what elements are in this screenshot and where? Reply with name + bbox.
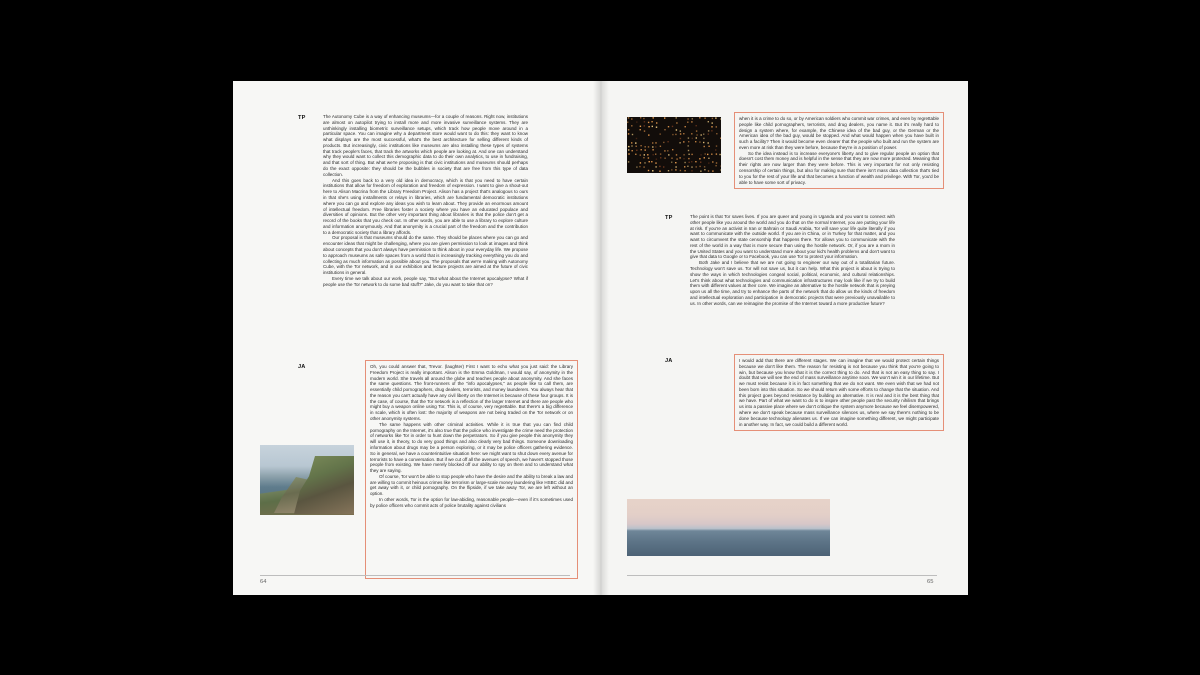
light-dot <box>628 117 629 118</box>
light-dot <box>696 137 697 138</box>
light-dot <box>712 161 713 162</box>
light-dot <box>660 157 661 158</box>
light-dot <box>653 154 654 155</box>
left-page <box>233 81 600 595</box>
paragraph: Every time we talk about our work, people say, "But what about the Internet apocalypse? What if people use the Tor network to do some bad stuff?" Jake, do you want to take that on? <box>323 275 528 287</box>
light-dot <box>651 121 652 122</box>
light-dot <box>636 166 637 167</box>
light-dot <box>628 153 629 154</box>
light-dot <box>711 130 712 131</box>
right-page <box>600 81 968 595</box>
light-dot <box>704 118 705 119</box>
light-dot <box>668 154 669 155</box>
light-dot <box>692 138 693 139</box>
light-dot <box>675 166 676 167</box>
tp-text-column <box>323 114 528 287</box>
light-dot <box>680 170 681 171</box>
speaker-label-tp: TP <box>665 215 673 221</box>
light-dot <box>712 118 713 119</box>
light-dot <box>652 142 653 143</box>
light-dot <box>708 162 709 163</box>
light-dot <box>692 118 693 119</box>
light-dot <box>631 142 632 143</box>
light-dot <box>639 166 640 167</box>
light-dot <box>659 166 660 167</box>
light-dot <box>632 134 633 135</box>
light-dot <box>708 142 709 143</box>
light-dot <box>676 158 677 159</box>
light-dot <box>648 126 649 127</box>
light-dot <box>720 118 721 119</box>
paragraph: The Autonomy Cube is a way of enhancing museums—for a couple of reasons. Right now, institutions are almost on autopilot trying to install more and more invasive surveillance systems. They are unthinkingly installing biometric surveillance setups, which track how people move around in a particular space. You can imagine why a department store would want to do this: they want to know what displays are the most successful, what's the best architecture for selling different kinds of products. But increasingly, civic institutions like museums are also installing these types of systems that track people's faces, that track the artworks which people are looking at. And one can understand why they would want to collect this demographic data to do their own analytics, to use in fundraising, and that sort of thing. But what we're proposing is that civic institutions and museums should perhaps do the exact opposite: they should be the bubbles in society that are free from this type of data collection. <box>323 114 528 177</box>
light-dot <box>667 150 668 151</box>
light-dot <box>688 145 689 146</box>
light-dot <box>660 146 661 147</box>
light-dot <box>664 150 665 151</box>
paragraph: Both Jake and I believe that we are not going to engineer our way out of a totalitarian future. Technology won't save us. Tor will not save us, but it can help. What this project is about is trying to show the ways in which technologies congeal social, political, economic, and cultural relationships. Let's think about what technologies and communication infrastructures may look like if we try to build them with different values at their core. We imagine an alternative to the hostile network that is preying upon us all the time, and try to enhance the parts of the network that do allow us the kinds of freedom and intellectual exploration and participation in democratic projects that were previously unavailable to us. In other words, can we reimagine the promise of the Internet toward a more productive future? <box>690 260 895 306</box>
light-dot <box>708 158 709 159</box>
light-dot <box>667 141 668 142</box>
book-spread <box>233 81 968 595</box>
light-dot <box>655 162 656 163</box>
light-dot <box>645 146 646 147</box>
light-dot <box>672 134 673 135</box>
light-dot <box>716 162 717 163</box>
light-dot <box>675 169 676 170</box>
light-dot <box>688 158 689 159</box>
light-dot <box>683 133 684 134</box>
light-dot <box>631 125 632 126</box>
light-dot <box>628 149 629 150</box>
light-dot <box>671 158 672 159</box>
light-dot <box>641 149 642 150</box>
light-dot <box>704 166 705 167</box>
light-dot <box>652 126 653 127</box>
light-dot <box>671 162 672 163</box>
light-dot <box>696 130 697 131</box>
light-dot <box>691 170 692 171</box>
sea-horizon-photo <box>627 499 830 556</box>
light-dot <box>676 129 677 130</box>
light-dot <box>628 133 629 134</box>
light-dot <box>648 170 649 171</box>
light-dot <box>628 161 629 162</box>
light-dot <box>643 118 644 119</box>
light-dot <box>643 166 644 167</box>
light-dot <box>655 154 656 155</box>
light-dot <box>699 141 700 142</box>
light-dot <box>627 122 628 123</box>
light-dot <box>672 149 673 150</box>
paragraph: I would add that there are different stages. We can imagine that we would protect certain things because we don't like them. The reason for resisting is not because you think that you're going to win, but because you know that it is the correct thing to do. And that is not an easy thing to say. I doubt that we will see the end of mass surveillance anytime soon. We won't win it in our lifetime. But we must resist because it is in fact something that we do not want. We even wish that we had not been born into this situation. So we should return with some efforts to change that the situation. And this project goes beyond resistance by building an alternative. It is real and it is the best thing that we have. Part of what we want to do is to inspire other people past the security nihilism that brings us into a passive place where we don't critique the system anymore because we feel disempowered, where we don't speak because mass surveillance silences us, where we say there's nothing to be done because technology alienates us. If we can imagine something different, we might participate in another way. In fact, we could build a different world. <box>739 358 939 427</box>
footer-rule <box>260 575 570 576</box>
light-dot <box>655 166 656 167</box>
light-dot <box>716 153 717 154</box>
speaker-label-tp: TP <box>298 115 306 121</box>
continued-boxed-text <box>734 112 944 189</box>
light-dot <box>644 154 645 155</box>
light-dot <box>676 154 677 155</box>
light-dot <box>691 166 692 167</box>
light-dot <box>695 141 696 142</box>
light-dot <box>644 162 645 163</box>
light-dot <box>664 129 665 130</box>
light-dot <box>703 138 704 139</box>
light-dot <box>659 171 660 172</box>
light-dot <box>707 154 708 155</box>
light-dot <box>636 150 637 151</box>
light-dot <box>689 162 690 163</box>
light-dot <box>671 169 672 170</box>
light-dot <box>703 134 704 135</box>
light-dot <box>719 154 720 155</box>
light-dot <box>656 122 657 123</box>
light-dot <box>655 146 656 147</box>
ja-boxed-text <box>365 360 578 579</box>
light-dot <box>676 117 677 118</box>
paragraph: Oh, you could answer that, Trevor. (laughter) First I want to echo what you just said: the Library Freedom Project is really important. Alison is the Emma Goldman, I would say, of anonymity in the modern world. She travels all around the globe and teaches people about anonymity. And she faces the same questions. The front-runners of the "info apocalypses," as people like to call them, are essentially child pornographers, drug dealers, terrorists, and money launderers. You always hear that the reason you can't actually have any civil liberty on the Internet is because of these four groups. It is the case, of course, that the Tor network is a reflection of the larger Internet and there are people who might buy a weapon online using Tor. This is, of course, very regrettable. But there's a big difference in scale, which is often lost: the majority of weapons are not being traded on the Tor network or on other anonymity systems. <box>370 364 573 422</box>
ja-boxed-text <box>734 354 944 431</box>
light-dot <box>645 149 646 150</box>
light-dot <box>716 133 717 134</box>
light-dot <box>652 146 653 147</box>
light-dot <box>628 146 629 147</box>
paragraph: In other words, Tor is the option for law-abiding, reasonable people—even if it's sometimes used by police officers who commit acts of police brutality against civilians <box>370 496 573 508</box>
light-dot <box>643 157 644 158</box>
light-dot <box>699 158 700 159</box>
light-dot <box>656 159 657 160</box>
page-number: 65 <box>927 579 934 585</box>
light-dot <box>653 117 654 118</box>
light-dot <box>675 162 676 163</box>
light-dot <box>715 117 716 118</box>
light-dot <box>688 150 689 151</box>
footer-rule <box>627 575 937 576</box>
light-dot <box>721 165 722 166</box>
light-dot <box>664 117 665 118</box>
paragraph: Our proposal is that museums should do the same. They should be places where you can go and encounter ideas that might be challenging, where you are given permission to look at images and think about concepts that you don't always have permission to think about in your everyday life. We propose to approach museums as safe spaces from a world that is increasingly tracking everything you do and collecting as much information as possible about you. The proposals that we're making with Autonomy Cube, with the Tor network, and in our exhibition and lecture projects are aimed at the future of civic institutions in general. <box>323 235 528 276</box>
light-dot <box>640 126 641 127</box>
light-dot <box>688 154 689 155</box>
light-dot <box>647 154 648 155</box>
light-dot <box>660 133 661 134</box>
paragraph: when it is a crime to do so, or by American soldiers who commit war crimes, and even by regrettable people like child pornographers, terrorists, and drug dealers, you name it. But it's really hard to design a system where, for example, the Chinese idea of the bad guy, or the German or the American idea of the bad guy, would be stopped. And what would happen when you have built in such a facility? Then it would become even clearer that the people who built and run the system are even more at risk than they were before, because they're in a position of power. <box>739 116 939 150</box>
light-dot <box>687 122 688 123</box>
light-dot <box>640 162 641 163</box>
light-dot <box>635 154 636 155</box>
light-dot <box>705 153 706 154</box>
light-dot <box>691 133 692 134</box>
light-dot <box>663 142 664 143</box>
light-dot <box>688 141 689 142</box>
paragraph: So the idea instead is to increase everyone's liberty and to give regular people an option that doesn't cost them money and is helpful in the sense that they are now more protected. Meaning that their rights are now larger than they were before. This is very important for not only resisting censorship of certain things, but also for making sure that there isn't mass data collection that's tied to you for the rest of your life and that becomes a function of wealth and privilege. With Tor, you'd be able to have some sort of privacy. <box>739 150 939 185</box>
paragraph: Of course, Tor won't be able to stop people who have the desire and the ability to break a law and are willing to commit heinous crimes like terrorism or large-scale money laundering like HSBC did and get away with it, or child pornography. On the flipside, if we take away Tor, we are left without an option. <box>370 473 573 497</box>
light-dot <box>668 126 669 127</box>
light-dot <box>712 170 713 171</box>
light-dot <box>704 146 705 147</box>
light-dot <box>631 118 632 119</box>
light-dot <box>651 161 652 162</box>
city-lights-graphic <box>627 117 721 173</box>
light-dot <box>696 166 697 167</box>
light-dot <box>685 126 686 127</box>
light-dot <box>699 117 700 118</box>
light-dot <box>640 129 641 130</box>
light-dot <box>696 134 697 135</box>
light-dot <box>664 158 665 159</box>
light-dot <box>711 154 712 155</box>
light-dot <box>648 157 649 158</box>
page-number: 64 <box>260 579 267 585</box>
light-dot <box>631 145 632 146</box>
light-dot <box>700 162 701 163</box>
light-dot <box>680 138 681 139</box>
light-dot <box>644 130 645 131</box>
light-dot <box>683 141 684 142</box>
light-dot <box>679 142 680 143</box>
light-dot <box>668 170 669 171</box>
tp-text-column <box>690 214 895 307</box>
light-dot <box>672 126 673 127</box>
light-dot <box>711 126 712 127</box>
light-dot <box>720 169 721 170</box>
light-dot <box>687 118 688 119</box>
light-dot <box>683 154 684 155</box>
light-dot <box>704 157 705 158</box>
light-dot <box>648 146 649 147</box>
night-city-photo <box>627 117 721 173</box>
light-dot <box>676 122 677 123</box>
speaker-label-ja: JA <box>665 358 673 364</box>
light-dot <box>640 145 641 146</box>
light-dot <box>695 161 696 162</box>
light-dot <box>701 134 702 135</box>
light-dot <box>699 166 700 167</box>
light-dot <box>632 150 633 151</box>
light-dot <box>708 121 709 122</box>
speaker-label-ja: JA <box>298 364 306 370</box>
light-dot <box>640 154 641 155</box>
light-dot <box>652 149 653 150</box>
light-dot <box>648 134 649 135</box>
light-dot <box>700 154 701 155</box>
light-dot <box>636 146 637 147</box>
light-dot <box>679 157 680 158</box>
light-dot <box>660 153 661 154</box>
light-dot <box>708 146 709 147</box>
light-dot <box>684 162 685 163</box>
light-dot <box>648 122 649 123</box>
light-dot <box>687 166 688 167</box>
light-dot <box>691 154 692 155</box>
light-dot <box>684 166 685 167</box>
light-dot <box>663 166 664 167</box>
light-dot <box>703 142 704 143</box>
light-dot <box>680 130 681 131</box>
light-dot <box>684 170 685 171</box>
light-dot <box>655 142 656 143</box>
paragraph: The same happens with other criminal activities. While it is true that you can find child pornography on the Internet, it's also true that the police who investigate the crime need the protection of networks like Tor in order to hunt down the perpetrators. So if you give people this anonymity they will use it, in theory, to do very good things and also clearly very bad things. Someone downloading information about drugs may be a person exploring, or it may be police officers gathering evidence. So in general, we have a counterintuitive situation here: we might want to shut down every avenue for terrorists to have a conversation. But if we cut off all the avenues of speech, we haven't stopped those people from existing. We have merely blocked off our ability to spy on them and to understand what they are saying. <box>370 421 573 474</box>
light-dot <box>644 125 645 126</box>
light-dot <box>715 165 716 166</box>
light-dot <box>720 138 721 139</box>
light-dot <box>656 127 657 128</box>
light-dot <box>691 121 692 122</box>
light-dot <box>716 145 717 146</box>
light-dot <box>636 121 637 122</box>
light-dot <box>683 158 684 159</box>
light-dot <box>712 122 713 123</box>
light-dot <box>708 170 709 171</box>
light-dot <box>649 161 650 162</box>
light-dot <box>691 161 692 162</box>
light-dot <box>652 170 653 171</box>
light-dot <box>680 133 681 134</box>
paragraph: And this goes back to a very old idea in democracy, which is that you need to have certain institutions that allow for freedom of exploration and freedom of expression. I want to give a shout-out here to Alison Macrina from the Library Freedom Project. Alison has a project that's analogous to ours in that she's using installments or relays in libraries, which are fundamental democratic institutions where you can go and explore any ideas you wish to learn about. They provide an enormous amount of intellectual freedom. Free libraries foster a society where you have an educated populace and diversities of opinions. But the other very important thing about libraries is that the police don't get a record of the books that you check out. In other words, you are able to use a library to explore culture and information anonymously. And that anonymity is a crucial part of the freedom and the contribution to a democratic society that a library affords. <box>323 177 528 235</box>
paragraph: The point is that Tor saves lives. If you are queer and young in Uganda and you want to connect with other people like you around the world and you do that on the normal Internet, you are putting your life at risk. If you're an activist in Iran or Bahrain or Saudi Arabia, Tor will save your life quite literally if you want to communicate with the outside world. If you are in China, or in Turkey for that matter, and you want to circumvent the state censorship that happens there. Tor allows you to communicate with the rest of the world in a way that is more secure than using the hostile network. Or, if you are a mom in the United States and you want to understand more about your kid's health problems and don't want to give that data to Google or to Facebook, you can use Tor to protect your information. <box>690 214 895 260</box>
light-dot <box>708 133 709 134</box>
light-dot <box>704 169 705 170</box>
light-dot <box>700 171 701 172</box>
light-dot <box>628 129 629 130</box>
light-dot <box>636 138 637 139</box>
light-dot <box>716 126 717 127</box>
light-dot <box>696 125 697 126</box>
light-dot <box>635 142 636 143</box>
light-dot <box>715 149 716 150</box>
light-dot <box>688 137 689 138</box>
coastline-photo <box>260 445 354 515</box>
light-dot <box>644 121 645 122</box>
light-dot <box>708 130 709 131</box>
light-dot <box>675 134 676 135</box>
light-dot <box>640 117 641 118</box>
